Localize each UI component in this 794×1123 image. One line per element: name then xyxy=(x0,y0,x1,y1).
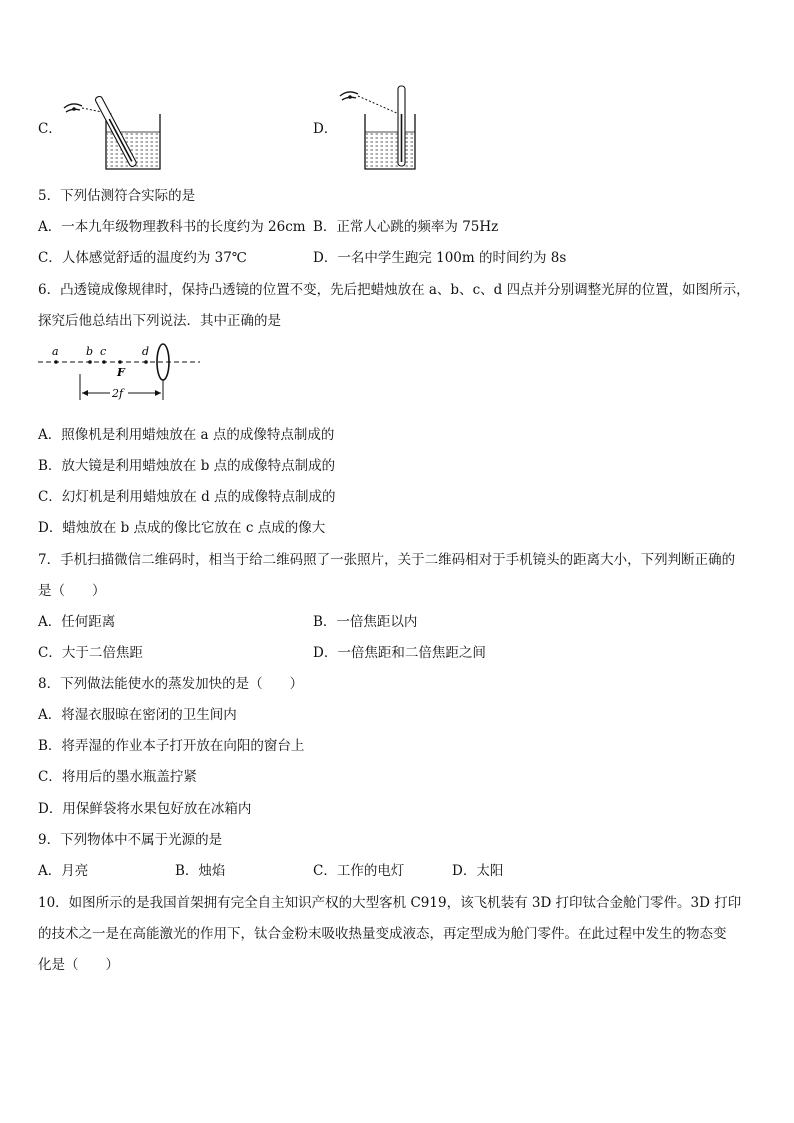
q9-option-b: B．烛焰 xyxy=(175,863,226,879)
label-2f: 2f xyxy=(112,387,124,400)
q6-stem-line2: 探究后他总结出下列说法．其中正确的是 xyxy=(38,313,281,329)
q5-option-a: A．一本九年级物理教科书的长度约为 26cm xyxy=(38,219,306,235)
q9-option-c: C．工作的电灯 xyxy=(313,863,405,879)
q7-option-d: D．一倍焦距和二倍焦距之间 xyxy=(313,645,486,661)
q10-stem-line2: 的技术之一是在高能激光的作用下，钛合金粉末吸收热量变成液态，再定型成为舱门零件。在此过程中发生的物态变 xyxy=(38,926,727,942)
q6-option-d: D．蜡烛放在 b 点成的像比它放在 c 点成的像大 xyxy=(38,520,326,536)
q4-option-d-label: D． xyxy=(313,121,338,137)
q8-option-a: A．将湿衣服晾在密闭的卫生间内 xyxy=(38,707,237,723)
q6-option-b: B．放大镜是利用蜡烛放在 b 点的成像特点制成的 xyxy=(38,458,336,474)
lens-axis-figure xyxy=(38,340,203,402)
point-c xyxy=(102,360,106,364)
thermometer-figure-d xyxy=(335,84,435,176)
label-d: d xyxy=(142,345,150,358)
point-a xyxy=(54,360,58,364)
q8-stem: 8．下列做法能使水的蒸发加快的是（ ） xyxy=(38,676,304,692)
q8-option-b: B．将弄湿的作业本子打开放在向阳的窗台上 xyxy=(38,738,305,754)
q5-stem: 5．下列估测符合实际的是 xyxy=(38,188,196,204)
q5-option-b: B．正常人心跳的频率为 75Hz xyxy=(313,219,499,235)
q10-stem-line1: 10．如图所示的是我国首架拥有完全自主知识产权的大型客机 C919，该飞机装有 3D 打印钛合金舱门零件。3D 打印 xyxy=(38,895,742,911)
q5-option-d: D．一名中学生跑完 100m 的时间约为 8s xyxy=(313,250,567,266)
label-c: c xyxy=(100,345,107,358)
eye-icon xyxy=(340,92,358,100)
point-b xyxy=(88,360,92,364)
q5-option-c: C．人体感觉舒适的温度约为 37℃ xyxy=(38,250,247,266)
q4-option-c-label: C． xyxy=(38,121,62,137)
q8-option-d: D．用保鲜袋将水果包好放在冰箱内 xyxy=(38,801,252,817)
q10-stem-line3: 化是（ ） xyxy=(38,957,119,973)
q9-option-a: A．月亮 xyxy=(38,863,89,879)
q6-option-a: A．照像机是利用蜡烛放在 a 点的成像特点制成的 xyxy=(38,427,335,443)
q9-stem: 9．下列物体中不属于光源的是 xyxy=(38,832,223,848)
point-f xyxy=(118,360,122,364)
q7-stem-line2: 是（ ） xyxy=(38,583,106,599)
label-b: b xyxy=(86,345,94,358)
q9-option-d: D．太阳 xyxy=(452,863,504,879)
q7-option-a: A．任何距离 xyxy=(38,614,116,630)
thermometer-figure-c xyxy=(60,96,170,176)
q6-stem-line1: 6．凸透镜成像规律时，保持凸透镜的位置不变，先后把蜡烛放在 a、b、c、d 四点并分别调整光屏的位置，如图所示， xyxy=(38,282,750,298)
q8-option-c: C．将用后的墨水瓶盖拧紧 xyxy=(38,769,197,785)
q6-option-c: C．幻灯机是利用蜡烛放在 d 点的成像特点制成的 xyxy=(38,489,336,505)
q7-option-b: B．一倍焦距以内 xyxy=(313,614,418,630)
label-focal-point: F xyxy=(117,366,125,379)
point-d xyxy=(144,360,148,364)
q7-stem-line1: 7．手机扫描微信二维码时，相当于给二维码照了一张照片，关于二维码相对于手机镜头的距离大小，下列判断正确的 xyxy=(38,552,736,568)
eye-icon xyxy=(64,104,82,112)
q7-option-c: C．大于二倍焦距 xyxy=(38,645,143,661)
label-a: a xyxy=(52,345,59,358)
